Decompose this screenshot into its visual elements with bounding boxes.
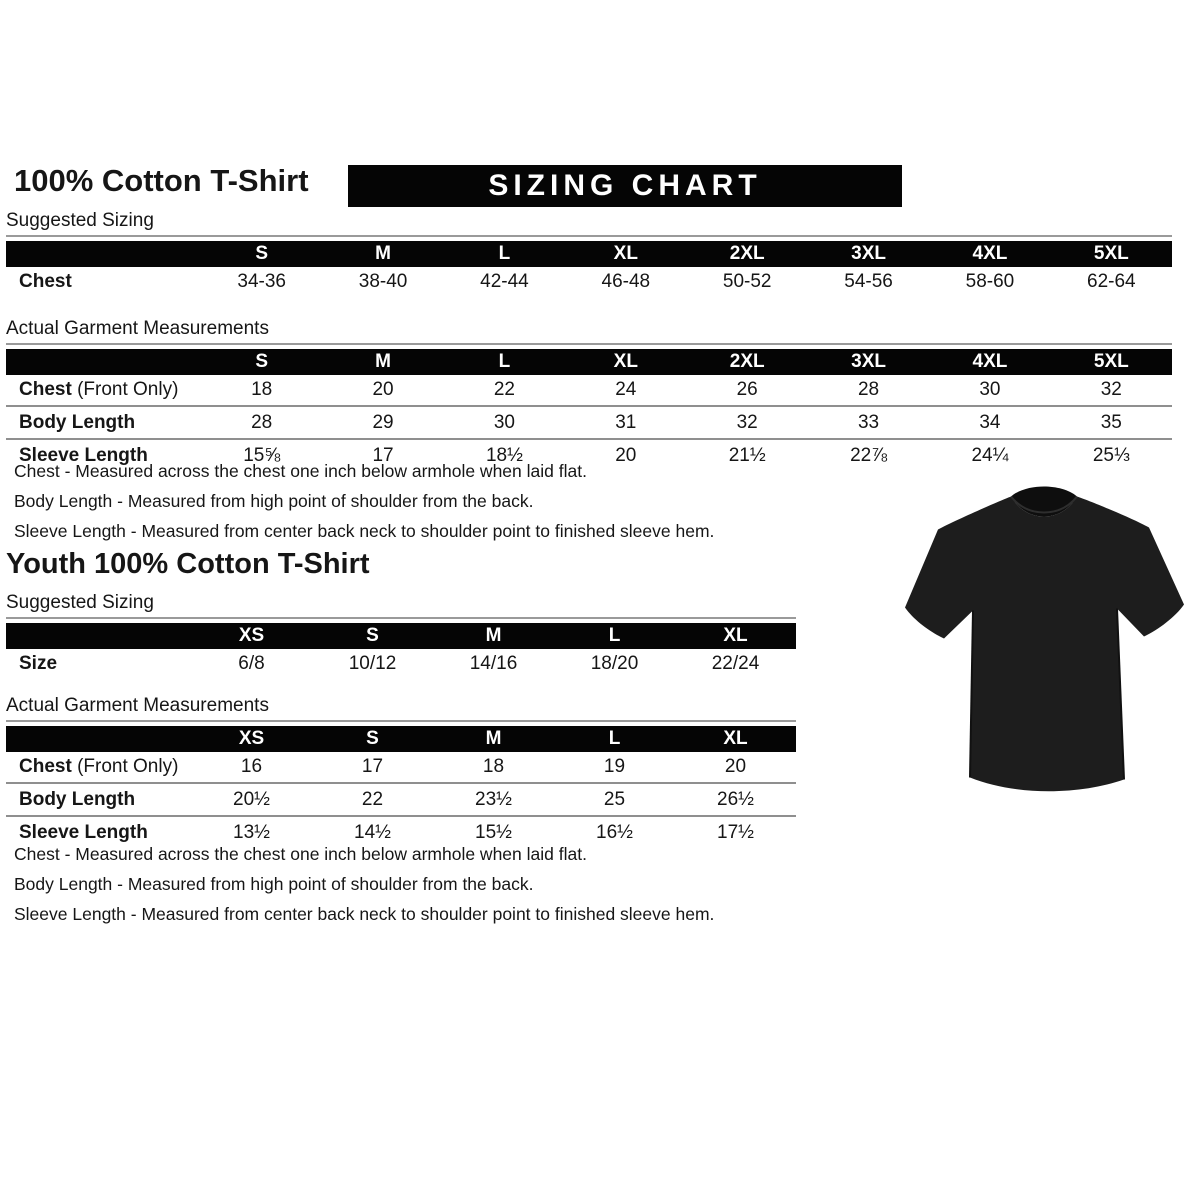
cell: 38-40 bbox=[358, 270, 408, 292]
cell: 31 bbox=[615, 411, 637, 433]
note-chest: Chest - Measured across the chest one inch below armhole when laid flat. bbox=[14, 461, 587, 481]
row-divider bbox=[6, 438, 1172, 440]
table-row bbox=[6, 649, 796, 678]
cell: 15½ bbox=[475, 821, 512, 843]
cell: 50-52 bbox=[722, 270, 772, 292]
row-label: Sleeve Length bbox=[19, 821, 148, 843]
cell: 17 bbox=[361, 755, 384, 777]
cell: 25⅓ bbox=[1092, 444, 1130, 466]
adult-suggested-sizing-table bbox=[6, 210, 1172, 296]
note-sleeve-length: Sleeve Length - Measured from center back neck to shoulder point to finished sleeve hem. bbox=[14, 904, 715, 924]
youth-measurement-notes bbox=[14, 844, 814, 934]
column-header-m: M bbox=[485, 728, 502, 749]
column-header-xl: XL bbox=[613, 243, 638, 264]
cell: 22 bbox=[361, 788, 384, 810]
column-header-2xl: 2XL bbox=[729, 351, 765, 372]
row-label: Body Length bbox=[19, 411, 136, 433]
cell: 18 bbox=[251, 378, 273, 400]
table-row bbox=[6, 375, 1172, 404]
adult-garment-measurements-table bbox=[6, 318, 1172, 470]
cell: 25 bbox=[603, 788, 626, 810]
column-header-3xl: 3XL bbox=[851, 243, 886, 264]
section-label: Suggested Sizing bbox=[6, 210, 1172, 237]
cell: 42-44 bbox=[480, 270, 529, 292]
column-header-5xl: 5XL bbox=[1093, 243, 1129, 264]
cell: 29 bbox=[372, 411, 394, 433]
adult-measurement-notes bbox=[14, 461, 814, 551]
table-row bbox=[6, 408, 1172, 437]
table bbox=[6, 241, 1172, 296]
section-label: Actual Garment Measurements bbox=[6, 695, 796, 722]
table bbox=[6, 726, 796, 847]
row-label: Sleeve Length bbox=[19, 444, 148, 466]
note-sleeve-length: Sleeve Length - Measured from center back neck to shoulder point to finished sleeve hem. bbox=[14, 521, 715, 541]
column-header-l: L bbox=[608, 728, 621, 749]
cell: 34-36 bbox=[237, 270, 286, 292]
page-title: 100% Cotton T-Shirt bbox=[14, 163, 309, 198]
youth-garment-measurements-table bbox=[6, 695, 796, 847]
column-header-2xl: 2XL bbox=[729, 243, 765, 264]
cell: 28 bbox=[857, 378, 880, 400]
cell: 18/20 bbox=[590, 652, 639, 674]
table-row bbox=[6, 267, 1172, 296]
table-header-row bbox=[6, 623, 796, 649]
column-header-xl: XL bbox=[613, 351, 638, 372]
cell: 17½ bbox=[717, 821, 754, 843]
row-divider bbox=[6, 815, 796, 817]
column-header-m: M bbox=[375, 243, 391, 264]
cell: 6/8 bbox=[238, 652, 265, 674]
cell: 14/16 bbox=[469, 652, 518, 674]
cell: 16 bbox=[240, 755, 263, 777]
table-row bbox=[6, 752, 796, 781]
column-header-xl: XL bbox=[723, 728, 748, 749]
youth-section-title: Youth 100% Cotton T-Shirt bbox=[6, 548, 370, 580]
cell: 13½ bbox=[233, 821, 270, 843]
cell: 54-56 bbox=[844, 270, 893, 292]
row-label: Size bbox=[19, 652, 58, 674]
cell: 20 bbox=[724, 755, 747, 777]
sizing-chart-banner: SIZING CHART bbox=[348, 165, 902, 207]
cell: 21½ bbox=[728, 444, 766, 466]
column-header-xs: XS bbox=[238, 625, 265, 646]
column-header-s: S bbox=[366, 728, 379, 749]
column-header-s: S bbox=[255, 351, 269, 372]
cell: 46-48 bbox=[601, 270, 651, 292]
cell: 18 bbox=[482, 755, 505, 777]
note-body-length: Body Length - Measured from high point of shoulder from the back. bbox=[14, 874, 534, 894]
cell: 19 bbox=[603, 755, 626, 777]
cell: 14½ bbox=[354, 821, 391, 843]
column-header-m: M bbox=[375, 351, 391, 372]
column-header-l: L bbox=[498, 243, 511, 264]
cell: 24¼ bbox=[971, 444, 1009, 466]
column-header-s: S bbox=[255, 243, 269, 264]
section-label: Actual Garment Measurements bbox=[6, 318, 1172, 345]
row-label: Chest (Front Only) bbox=[19, 378, 179, 400]
note-body-length: Body Length - Measured from high point of shoulder from the back. bbox=[14, 491, 534, 511]
tshirt-icon bbox=[893, 478, 1193, 818]
black-tshirt-image bbox=[893, 478, 1193, 818]
column-header-4xl: 4XL bbox=[972, 351, 1008, 372]
row-label: Chest bbox=[19, 270, 72, 292]
table bbox=[6, 623, 796, 678]
table-header-row bbox=[6, 241, 1172, 267]
column-header-3xl: 3XL bbox=[851, 351, 886, 372]
cell: 15⅝ bbox=[243, 444, 281, 466]
cell: 20 bbox=[372, 378, 394, 400]
column-header-5xl: 5XL bbox=[1093, 351, 1129, 372]
cell: 26½ bbox=[717, 788, 754, 810]
cell: 16½ bbox=[596, 821, 633, 843]
cell: 34 bbox=[979, 411, 1001, 433]
cell: 22 bbox=[493, 378, 515, 400]
column-header-4xl: 4XL bbox=[972, 243, 1008, 264]
column-header-l: L bbox=[498, 351, 511, 372]
cell: 18½ bbox=[485, 444, 523, 466]
cell: 32 bbox=[736, 411, 758, 433]
cell: 20 bbox=[615, 444, 637, 466]
cell: 24 bbox=[615, 378, 637, 400]
column-header-xl: XL bbox=[723, 625, 748, 646]
row-divider bbox=[6, 405, 1172, 407]
cell: 32 bbox=[1100, 378, 1122, 400]
table bbox=[6, 349, 1172, 470]
table-row bbox=[6, 785, 796, 814]
table-header-row bbox=[6, 349, 1172, 375]
column-header-xs: XS bbox=[238, 728, 265, 749]
table-row bbox=[6, 818, 796, 847]
cell: 28 bbox=[251, 411, 273, 433]
column-header-l: L bbox=[608, 625, 621, 646]
cell: 33 bbox=[857, 411, 880, 433]
cell: 23½ bbox=[475, 788, 512, 810]
cell: 17 bbox=[372, 444, 394, 466]
cell: 58-60 bbox=[965, 270, 1015, 292]
row-label: Body Length bbox=[19, 788, 136, 810]
cell: 22/24 bbox=[711, 652, 760, 674]
cell: 10/12 bbox=[348, 652, 397, 674]
section-label: Suggested Sizing bbox=[6, 592, 796, 619]
cell: 30 bbox=[979, 378, 1001, 400]
table-header-row bbox=[6, 726, 796, 752]
column-header-s: S bbox=[366, 625, 379, 646]
cell: 30 bbox=[493, 411, 515, 433]
cell: 20½ bbox=[233, 788, 270, 810]
row-divider bbox=[6, 782, 796, 784]
column-header-m: M bbox=[485, 625, 502, 646]
cell: 62-64 bbox=[1087, 270, 1136, 292]
cell: 22⅞ bbox=[850, 444, 888, 466]
cell: 26 bbox=[736, 378, 758, 400]
cell: 35 bbox=[1100, 411, 1122, 433]
youth-suggested-sizing-table bbox=[6, 592, 796, 678]
row-label: Chest (Front Only) bbox=[19, 755, 179, 777]
note-chest: Chest - Measured across the chest one inch below armhole when laid flat. bbox=[14, 844, 587, 864]
